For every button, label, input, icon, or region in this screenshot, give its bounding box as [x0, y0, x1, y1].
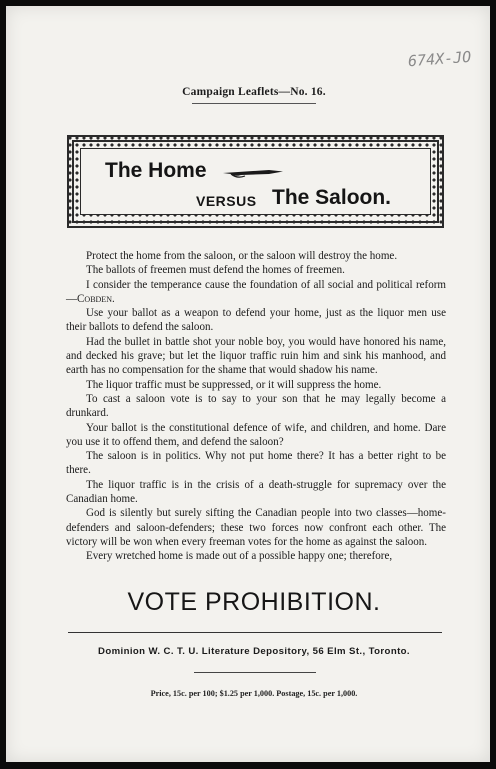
paragraph: Protect the home from the saloon, or the saloon will destroy the home.	[86, 250, 398, 262]
paragraph: Your ballot is the constitutional defence of wife, and children, and home. Dare you use it to offend them, and defend the saloon?	[66, 421, 446, 448]
series-underline	[192, 103, 316, 104]
paragraph: God is silently but surely sifting the Canadian people into two classes—home-defenders and saloon-defenders; these two forces now confront each other. The victory will be won when every freeman votes for the home as against the saloon.	[66, 507, 446, 548]
price-line: Price, 15c. per 100; $1.25 per 1,000. Postage, 15c. per 1,000.	[150, 689, 358, 698]
title-versus: VERSUS	[196, 193, 257, 209]
title-banner	[67, 135, 444, 228]
paragraph: The ballots of freemen must defend the homes of freemen.	[86, 264, 345, 277]
publisher-line: Dominion W. C. T. U. Literature Depository, 56 Elm St., Toronto.	[97, 646, 410, 657]
paragraph: I consider the temperance cause the foundation of all social and political reform—Cobden.	[66, 278, 446, 305]
vote-prohibition-heading: VOTE PROHIBITION.	[127, 588, 381, 616]
title-home: The Home	[105, 159, 207, 182]
series-heading: Campaign Leaflets—No. 16.	[182, 86, 326, 98]
paragraph: The liquor traffic must be suppressed, or it will suppress the home.	[86, 378, 382, 391]
paragraph: The liquor traffic is in the crisis of a death-struggle for supremacy over the Canadian home.	[66, 478, 446, 506]
attribution: Cobden.	[77, 292, 115, 305]
leaflet-body	[66, 249, 446, 564]
paragraph: Use your ballot as a weapon to defend your home, just as the liquor men use their ballots to defend the saloon.	[66, 307, 446, 334]
divider-rule	[68, 632, 442, 633]
handwritten-annotation: 674X-JO	[407, 47, 472, 71]
paragraph: The saloon is in politics. Why not put home there? It has a better right to be there.	[66, 450, 446, 477]
short-divider-rule	[194, 672, 316, 673]
title-saloon: The Saloon.	[272, 186, 392, 209]
paragraph: Had the bullet in battle shot your noble boy, you would have honored his name, and decked his grave; but let the liquor traffic ruin him and sink his manhood, and earth has no compensation for the shame that would shadow his name.	[66, 335, 446, 377]
paragraph: To cast a saloon vote is to say to your son that he may legally become a drunkard.	[66, 392, 446, 420]
pointing-hand-icon	[221, 166, 285, 180]
leaflet-page	[6, 6, 490, 762]
paragraph: Every wretched home is made out of a possible happy one; therefore,	[86, 550, 393, 563]
title-banner-inner	[80, 148, 431, 215]
